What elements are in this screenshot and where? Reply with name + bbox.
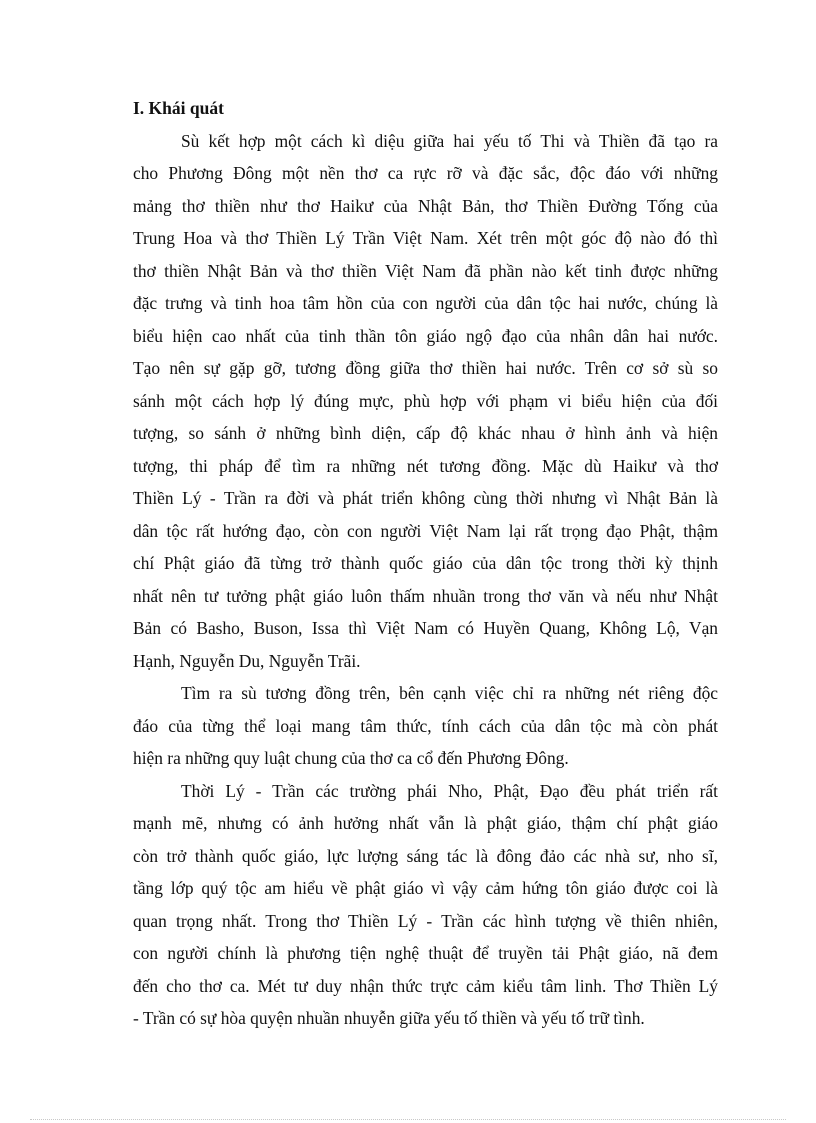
- text-line: hiện ra những quy luật chung của thơ ca cổ đến Phương Đông.: [133, 748, 569, 768]
- text-line: mạnh mẽ, nhưng có ảnh hưởng nhất vẫn là phật giáo, thậm chí phật giáo: [133, 813, 718, 833]
- document-body: [133, 92, 718, 1035]
- text-line: đặc trưng và tinh hoa tâm hồn của con người của dân tộc hai nước, chúng là: [133, 293, 718, 313]
- text-line: tượng, so sánh ở những bình diện, cấp độ khác nhau ở hình ảnh và hiện: [133, 423, 718, 443]
- text-line: biểu hiện cao nhất của tinh thần tôn giáo ngộ đạo của nhân dân hai nước.: [133, 325, 718, 346]
- paragraph: [133, 677, 718, 775]
- text-line: Trung Hoa và thơ Thiền Lý Trần Việt Nam. Xét trên một góc độ nào đó thì: [133, 228, 718, 248]
- text-line: còn trở thành quốc giáo, lực lượng sáng tác là đông đảo các nhà sư, nho sĩ,: [133, 845, 718, 866]
- text-line: Tạo nên sự gặp gỡ, tương đồng giữa thơ thiền hai nước. Trên cơ sở sù so: [133, 358, 718, 378]
- text-line: đến cho thơ ca. Mét tư duy nhận thức trực cảm kiểu tâm linh. Thơ Thiền Lý: [133, 975, 718, 996]
- text-line: nhất nên tư tưởng phật giáo luôn thấm nhuần trong thơ văn và nếu như Nhật: [133, 585, 718, 606]
- text-line: sánh một cách hợp lý đúng mực, phù hợp với phạm vi biểu hiện của đối: [133, 390, 718, 411]
- text-line: - Trần có sự hòa quyện nhuần nhuyễn giữa yếu tố thiền và yếu tố trữ tình.: [133, 1008, 645, 1028]
- paragraph: [133, 775, 718, 1035]
- text-line: đáo của từng thể loại mang tâm thức, tính cách của dân tộc mà còn phát: [133, 715, 718, 736]
- paragraph: [133, 125, 718, 678]
- text-line: con người chính là phương tiện nghệ thuật để truyền tải Phật giáo, nã đem: [133, 943, 718, 963]
- text-line: Thời Lý - Trần các trường phái Nho, Phật, Đạo đều phát triển rất: [181, 780, 718, 801]
- text-line: dân tộc rất hướng đạo, còn con người Việt Nam lại rất trọng đạo Phật, thậm: [133, 520, 718, 541]
- text-line: Thiền Lý - Trần ra đời và phát triển không cùng thời nhưng vì Nhật Bản là: [133, 488, 718, 508]
- text-line: mảng thơ thiền như thơ Haikư của Nhật Bản, thơ Thiền Đường Tống của: [133, 195, 718, 216]
- text-line: tầng lớp quý tộc am hiểu về phật giáo vì vậy cảm hứng tôn giáo được coi là: [133, 878, 718, 898]
- text-line: tượng, thi pháp để tìm ra những nét tương đồng. Mặc dù Haikư và thơ: [133, 455, 718, 476]
- text-line: cho Phương Đông một nền thơ ca rực rỡ và đặc sắc, độc đáo với những: [133, 163, 718, 183]
- text-line: quan trọng nhất. Trong thơ Thiền Lý - Trần các hình tượng về thiên nhiên,: [133, 910, 718, 931]
- text-line: Sù kết hợp một cách kì diệu giữa hai yếu tố Thi và Thiền đã tạo ra: [181, 130, 718, 151]
- text-line: chí Phật giáo đã từng trở thành quốc giáo của dân tộc trong thời kỳ thịnh: [133, 553, 718, 573]
- section-heading: I. Khái quát: [133, 98, 224, 118]
- paragraph-container: [133, 125, 718, 1035]
- text-line: Hạnh, Nguyễn Du, Nguyễn Trãi.: [133, 650, 361, 671]
- text-line: Bản có Basho, Buson, Issa thì Việt Nam có Huyền Quang, Không Lộ, Vạn: [133, 618, 718, 638]
- page-bottom-divider: [30, 1119, 786, 1120]
- text-line: thơ thiền Nhật Bản và thơ thiền Việt Nam đã phần nào kết tinh được những: [133, 260, 718, 281]
- text-line: Tìm ra sù tương đồng trên, bên cạnh việc chỉ ra những nét riêng độc: [181, 683, 718, 703]
